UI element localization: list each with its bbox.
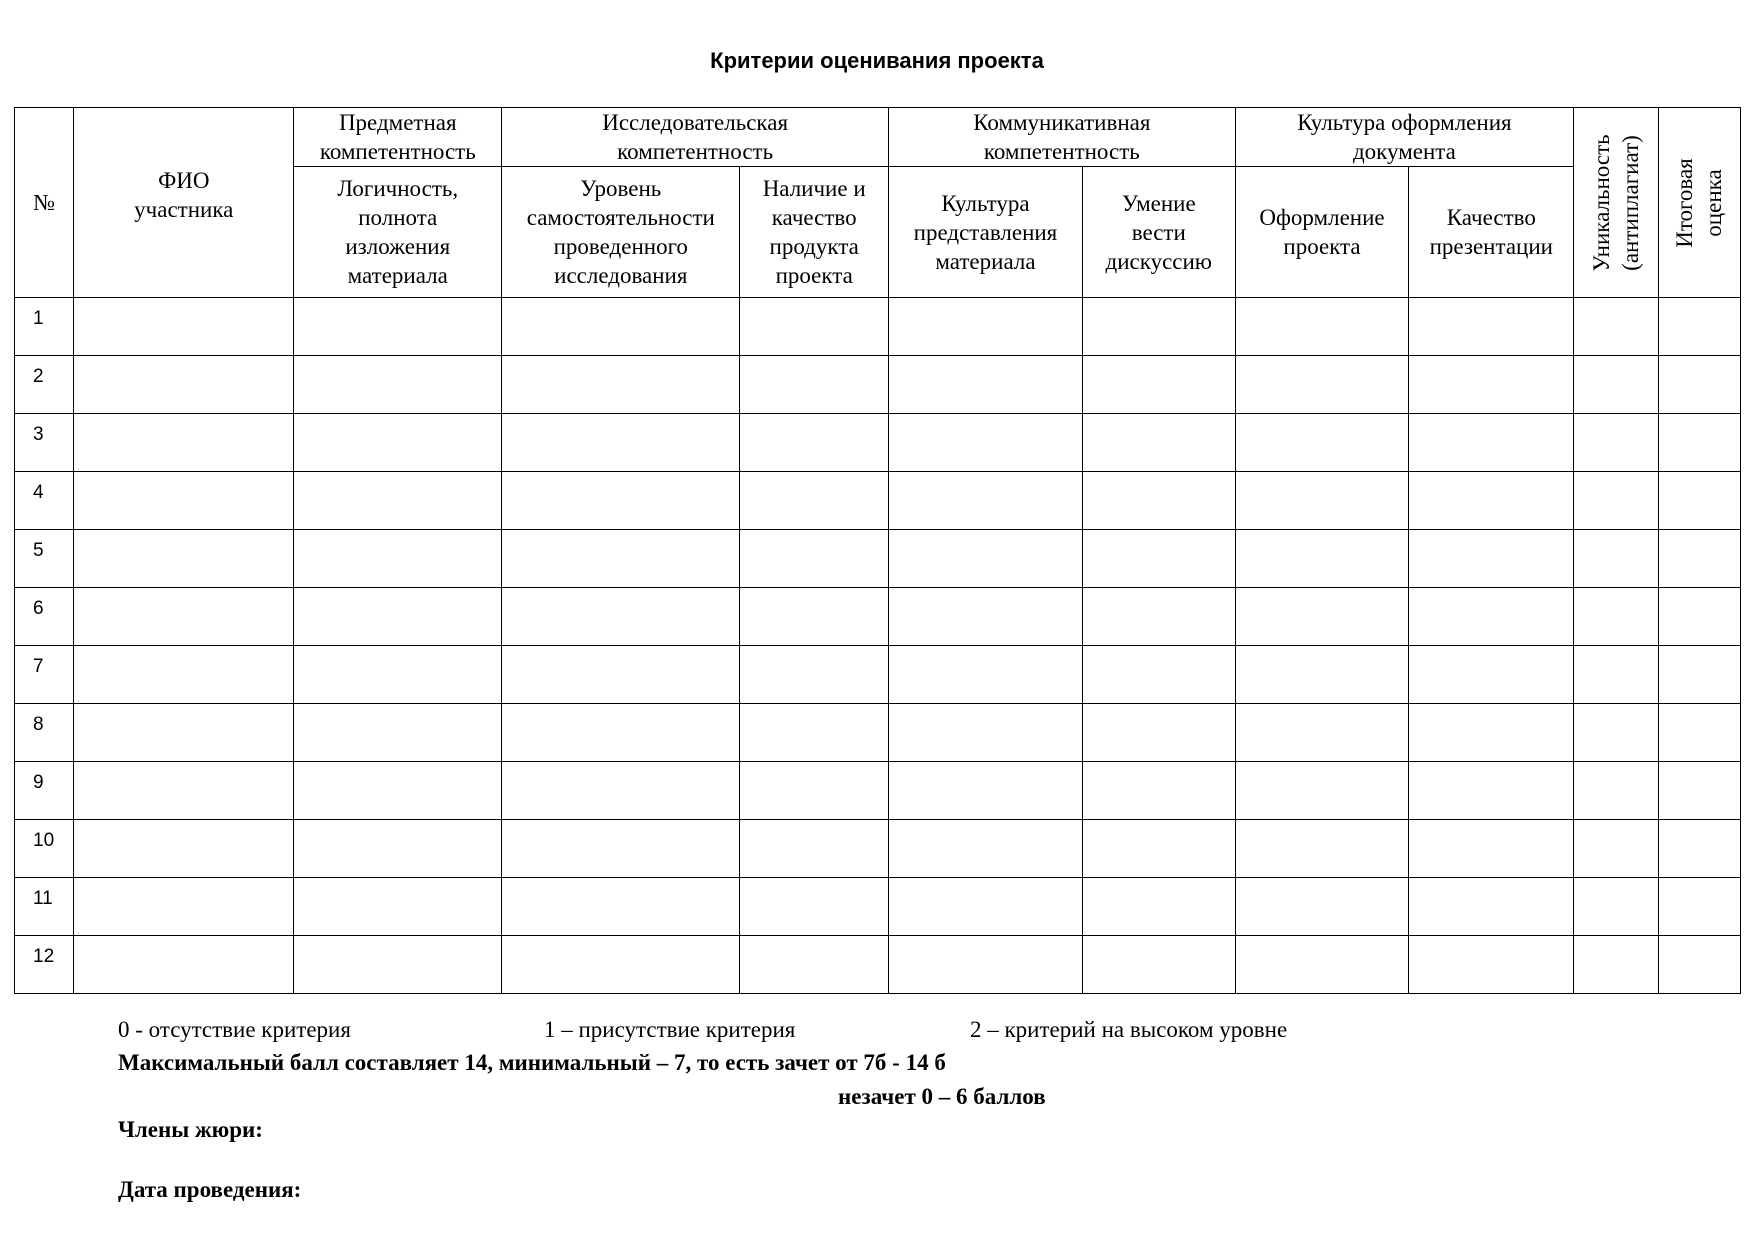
participant-name-cell[interactable]: [74, 936, 294, 994]
score-cell[interactable]: [1082, 820, 1235, 878]
score-cell[interactable]: [1409, 356, 1574, 414]
row-number: 1: [15, 298, 74, 356]
score-cell[interactable]: [889, 414, 1083, 472]
score-cell[interactable]: [502, 704, 740, 762]
header-num: №: [15, 108, 74, 298]
score-cell[interactable]: [1235, 588, 1409, 646]
score-cell[interactable]: [1235, 762, 1409, 820]
score-cell[interactable]: [1409, 646, 1574, 704]
score-cell[interactable]: [1235, 356, 1409, 414]
score-cell[interactable]: [294, 356, 502, 414]
group-header-subject: Предметная компетентность: [294, 108, 502, 167]
score-cell[interactable]: [1235, 298, 1409, 356]
group-header-research: Исследовательская компетентность: [502, 108, 889, 167]
legend-two: 2 – критерий на высоком уровне: [970, 1017, 1288, 1042]
participant-name-cell[interactable]: [74, 820, 294, 878]
table-row: [15, 820, 1741, 878]
table-row: [15, 298, 1741, 356]
sub-header-logic: Логичность, полнота изложения материала: [294, 167, 502, 298]
row-number: 4: [15, 472, 74, 530]
score-cell[interactable]: [1235, 936, 1409, 994]
score-cell[interactable]: [502, 298, 740, 356]
score-cell[interactable]: [1409, 704, 1574, 762]
score-cell[interactable]: [740, 878, 889, 936]
score-cell[interactable]: [889, 472, 1083, 530]
row-number: 8: [15, 704, 74, 762]
participant-name-cell[interactable]: [74, 878, 294, 936]
score-cell[interactable]: [740, 298, 889, 356]
score-cell[interactable]: [502, 936, 740, 994]
score-cell[interactable]: [1235, 820, 1409, 878]
table-row: [15, 762, 1741, 820]
score-cell[interactable]: [1082, 530, 1235, 588]
participant-name-cell[interactable]: [74, 704, 294, 762]
page-title: Критерии оценивания проекта: [710, 48, 1044, 73]
score-cell[interactable]: [889, 936, 1083, 994]
score-cell[interactable]: [740, 646, 889, 704]
score-cell[interactable]: [1574, 472, 1658, 530]
score-cell[interactable]: [1658, 646, 1740, 704]
fail-score-note: незачет 0 – 6 баллов: [838, 1084, 1046, 1109]
table-row: [15, 704, 1741, 762]
score-cell[interactable]: [889, 704, 1083, 762]
row-number: 3: [15, 414, 74, 472]
score-cell[interactable]: [1658, 298, 1740, 356]
score-cell[interactable]: [1082, 704, 1235, 762]
score-cell[interactable]: [502, 356, 740, 414]
jury-label: Члены жюри:: [118, 1117, 263, 1142]
participant-name-cell[interactable]: [74, 414, 294, 472]
table-row: [15, 414, 1741, 472]
score-cell[interactable]: [1409, 530, 1574, 588]
row-number: 2: [15, 356, 74, 414]
participant-name-cell[interactable]: [74, 588, 294, 646]
score-cell[interactable]: [740, 588, 889, 646]
score-cell[interactable]: [1082, 414, 1235, 472]
score-cell[interactable]: [740, 762, 889, 820]
score-cell[interactable]: [1409, 762, 1574, 820]
score-cell[interactable]: [1574, 414, 1658, 472]
sub-header-independence: Уровень самостоятельности проведенного исследования: [502, 167, 740, 298]
score-cell[interactable]: [1082, 936, 1235, 994]
score-cell[interactable]: [1235, 646, 1409, 704]
score-cell[interactable]: [294, 820, 502, 878]
score-cell[interactable]: [502, 646, 740, 704]
row-number: 12: [15, 936, 74, 994]
score-cell[interactable]: [889, 298, 1083, 356]
score-cell[interactable]: [1574, 762, 1658, 820]
score-cell[interactable]: [1082, 298, 1235, 356]
score-cell[interactable]: [740, 530, 889, 588]
table-row: [15, 936, 1741, 994]
score-cell[interactable]: [1574, 588, 1658, 646]
participant-name-cell[interactable]: [74, 530, 294, 588]
score-cell[interactable]: [1574, 646, 1658, 704]
score-cell[interactable]: [1658, 936, 1740, 994]
score-cell[interactable]: [740, 472, 889, 530]
score-cell[interactable]: [889, 356, 1083, 414]
score-cell[interactable]: [1658, 588, 1740, 646]
sub-header-presentation-culture: Культура представления материала: [889, 167, 1083, 298]
participant-name-cell[interactable]: [74, 646, 294, 704]
score-cell[interactable]: [1658, 878, 1740, 936]
score-cell[interactable]: [1574, 936, 1658, 994]
score-cell[interactable]: [294, 646, 502, 704]
score-cell[interactable]: [1235, 704, 1409, 762]
table-row: [15, 646, 1741, 704]
participant-name-cell[interactable]: [74, 472, 294, 530]
row-number: 7: [15, 646, 74, 704]
score-cell[interactable]: [1082, 762, 1235, 820]
participant-name-cell[interactable]: [74, 356, 294, 414]
table-row: [15, 356, 1741, 414]
score-cell[interactable]: [1082, 878, 1235, 936]
score-cell[interactable]: [889, 762, 1083, 820]
score-cell[interactable]: [740, 820, 889, 878]
score-cell[interactable]: [1574, 356, 1658, 414]
score-cell[interactable]: [1082, 646, 1235, 704]
score-cell[interactable]: [1409, 414, 1574, 472]
score-cell[interactable]: [1409, 878, 1574, 936]
sub-header-product: Наличие и качество продукта проекта: [740, 167, 889, 298]
score-cell[interactable]: [1082, 356, 1235, 414]
score-cell[interactable]: [502, 762, 740, 820]
participant-name-cell[interactable]: [74, 298, 294, 356]
score-cell[interactable]: [502, 820, 740, 878]
score-cell[interactable]: [294, 762, 502, 820]
max-score-note: Максимальный балл составляет 14, минимальный – 7, то есть зачет от 7б - 14 б: [118, 1050, 946, 1075]
score-cell[interactable]: [294, 298, 502, 356]
header-fio: ФИО участника: [74, 108, 294, 298]
score-cell[interactable]: [294, 588, 502, 646]
legend-zero: 0 - отсутствие критерия: [118, 1017, 351, 1042]
table-row: [15, 472, 1741, 530]
score-cell[interactable]: [889, 646, 1083, 704]
sub-header-slides-quality: Качество презентации: [1409, 167, 1574, 298]
score-cell[interactable]: [1658, 472, 1740, 530]
table-row: [15, 530, 1741, 588]
table-row: [15, 878, 1741, 936]
score-cell[interactable]: [1574, 298, 1658, 356]
score-cell[interactable]: [1574, 530, 1658, 588]
score-cell[interactable]: [889, 820, 1083, 878]
score-cell[interactable]: [889, 530, 1083, 588]
sub-header-formatting: Оформление проекта: [1235, 167, 1409, 298]
row-number: 5: [15, 530, 74, 588]
header-uniqueness: Уникальность (антиплагиат): [1574, 108, 1658, 298]
score-cell[interactable]: [1574, 878, 1658, 936]
legend-one: 1 – присутствие критерия: [544, 1017, 796, 1042]
group-header-communication: Коммуникативная компетентность: [889, 108, 1236, 167]
score-cell[interactable]: [1658, 704, 1740, 762]
score-cell[interactable]: [502, 588, 740, 646]
score-cell[interactable]: [889, 878, 1083, 936]
score-cell[interactable]: [294, 704, 502, 762]
score-cell[interactable]: [1082, 472, 1235, 530]
score-cell[interactable]: [1574, 704, 1658, 762]
score-cell[interactable]: [1235, 878, 1409, 936]
score-cell[interactable]: [740, 936, 889, 994]
score-cell[interactable]: [889, 588, 1083, 646]
score-cell[interactable]: [1658, 762, 1740, 820]
row-number: 9: [15, 762, 74, 820]
score-cell[interactable]: [1409, 472, 1574, 530]
header-total: Итоговая оценка: [1658, 108, 1740, 298]
group-header-design: Культура оформления документа: [1235, 108, 1574, 167]
score-cell[interactable]: [1409, 588, 1574, 646]
row-number: 11: [15, 878, 74, 936]
score-cell[interactable]: [1235, 414, 1409, 472]
score-cell[interactable]: [502, 878, 740, 936]
score-cell[interactable]: [294, 472, 502, 530]
score-cell[interactable]: [740, 704, 889, 762]
score-cell[interactable]: [294, 878, 502, 936]
date-label: Дата проведения:: [118, 1177, 302, 1202]
table-row: [15, 588, 1741, 646]
score-cell[interactable]: [502, 414, 740, 472]
score-cell[interactable]: [1409, 936, 1574, 994]
score-cell[interactable]: [294, 936, 502, 994]
score-cell[interactable]: [1658, 530, 1740, 588]
score-cell[interactable]: [1658, 356, 1740, 414]
row-number: 10: [15, 820, 74, 878]
score-cell[interactable]: [1409, 820, 1574, 878]
score-cell[interactable]: [294, 414, 502, 472]
score-cell[interactable]: [1235, 530, 1409, 588]
score-cell[interactable]: [740, 414, 889, 472]
score-cell[interactable]: [1574, 820, 1658, 878]
score-cell[interactable]: [1082, 588, 1235, 646]
score-cell[interactable]: [502, 530, 740, 588]
row-number: 6: [15, 588, 74, 646]
score-cell[interactable]: [294, 530, 502, 588]
score-cell[interactable]: [502, 472, 740, 530]
score-cell[interactable]: [740, 356, 889, 414]
score-cell[interactable]: [1658, 820, 1740, 878]
participant-name-cell[interactable]: [74, 762, 294, 820]
score-cell[interactable]: [1658, 414, 1740, 472]
score-cell[interactable]: [1409, 298, 1574, 356]
score-cell[interactable]: [1235, 472, 1409, 530]
criteria-table: [14, 107, 1741, 994]
sub-header-discussion: Умение вести дискуссию: [1082, 167, 1235, 298]
